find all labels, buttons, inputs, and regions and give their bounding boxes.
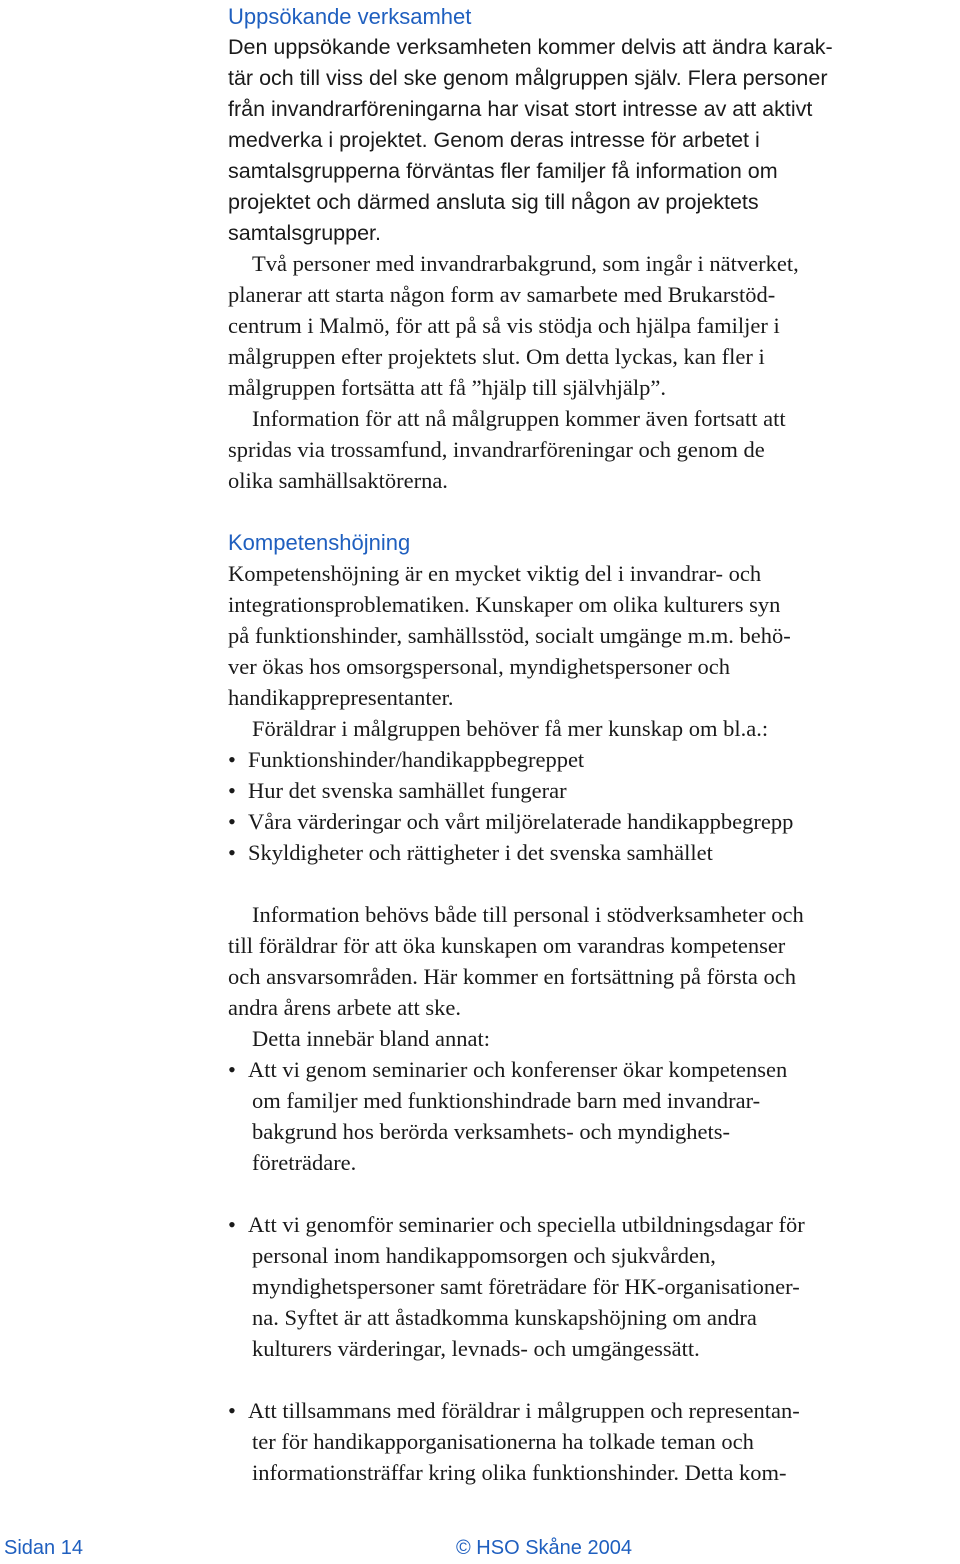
list-item-line: Att vi genom seminarier och konferenser ökar kompetensen <box>248 1057 788 1082</box>
paragraph-line: andra årens arbete att ske. <box>228 995 461 1020</box>
paragraph-line: spridas via trossamfund, invandrarföreningar och genom de <box>228 437 765 462</box>
bullet-marker: • <box>228 1057 236 1082</box>
paragraph-line: Föräldrar i målgruppen behöver få mer kunskap om bl.a.: <box>252 716 769 741</box>
list-item: Hur det svenska samhället fungerar <box>248 778 567 803</box>
paragraph-line: Kompetenshöjning är en mycket viktig del i invandrar- och <box>228 561 762 586</box>
section-heading-uppsokande: Uppsökande verksamhet <box>228 4 472 29</box>
page-number: Sidan 14 <box>4 1537 83 1559</box>
paragraph-line: målgruppen efter projektets slut. Om detta lyckas, kan fler i <box>228 344 765 369</box>
bullet-marker: • <box>228 1398 236 1423</box>
list-item-line: bakgrund hos berörda verksamhets- och myndighets- <box>252 1119 731 1144</box>
list-item: Våra värderingar och vårt miljörelaterade handikappbegrepp <box>248 809 794 834</box>
list-item-line: Att vi genomför seminarier och speciella utbildningsdagar för <box>248 1212 805 1237</box>
bullet-marker: • <box>228 778 236 803</box>
paragraph-line: Information för att nå målgruppen kommer även fortsatt att <box>252 406 786 431</box>
list-item: Skyldigheter och rättigheter i det svenska samhället <box>248 840 713 865</box>
list-item-line: företrädare. <box>252 1150 357 1175</box>
bullet-marker: • <box>228 747 236 772</box>
paragraph-line: Detta innebär bland annat: <box>252 1026 491 1051</box>
paragraph-line: samtalsgrupperna förväntas fler familjer få information om <box>228 159 778 183</box>
paragraph-line: centrum i Malmö, för att på så vis stödja och hjälpa familjer i <box>228 313 780 338</box>
list-item-line: om familjer med funktionshindrade barn med invandrar- <box>252 1088 761 1113</box>
paragraph-line: projektet och därmed ansluta sig till någon av projektets <box>228 190 759 214</box>
bullet-marker: • <box>228 840 236 865</box>
paragraph-line: målgruppen fortsätta att få ”hjälp till självhjälp”. <box>228 375 666 400</box>
paragraph-line: planerar att starta någon form av samarbete med Brukarstöd- <box>228 282 776 307</box>
paragraph-line: samtalsgrupper. <box>228 221 381 245</box>
paragraph-line: på funktionshinder, samhällsstöd, socialt umgänge m.m. behö- <box>228 623 791 648</box>
paragraph-line: ver ökas hos omsorgspersonal, myndighetspersoner och <box>228 654 730 679</box>
list-item-line: myndighetspersoner samt företrädare för HK-organisationer- <box>252 1274 800 1299</box>
paragraph-line: handikapprepresentanter. <box>228 685 454 710</box>
paragraph-line: till föräldrar för att öka kunskapen om varandras kompetenser <box>228 933 786 958</box>
paragraph-line: integrationsproblematiken. Kunskaper om olika kulturers syn <box>228 592 781 617</box>
paragraph-line: från invandrarföreningarna har visat stort intresse av att aktivt <box>228 97 813 121</box>
paragraph-line: medverka i projektet. Genom deras intresse för arbetet i <box>228 128 760 152</box>
section-heading-kompetenshojning: Kompetenshöjning <box>228 530 411 555</box>
copyright-notice: © HSO Skåne 2004 <box>456 1537 632 1559</box>
list-item: Funktionshinder/handikappbegreppet <box>248 747 585 772</box>
bullet-marker: • <box>228 1212 236 1237</box>
list-item-line: ter för handikapporganisationerna ha tolkade teman och <box>252 1429 754 1454</box>
list-item-line: informationsträffar kring olika funktionshinder. Detta kom- <box>252 1460 787 1485</box>
paragraph-line: olika samhällsaktörerna. <box>228 468 448 493</box>
list-item-line: na. Syftet är att åstadkomma kunskapshöjning om andra <box>252 1305 757 1330</box>
list-item-line: kulturers värderingar, levnads- och umgängessätt. <box>252 1336 700 1361</box>
paragraph-line: tär och till viss del ske genom målgruppen själv. Flera personer <box>228 66 828 90</box>
paragraph-line: Två personer med invandrarbakgrund, som ingår i nätverket, <box>252 251 799 276</box>
list-item-line: personal inom handikappomsorgen och sjukvården, <box>252 1243 716 1268</box>
paragraph-line: och ansvarsområden. Här kommer en fortsättning på första och <box>228 964 796 989</box>
bullet-marker: • <box>228 809 236 834</box>
list-item-line: Att tillsammans med föräldrar i målgruppen och representan- <box>248 1398 800 1423</box>
paragraph-line: Information behövs både till personal i stödverksamheter och <box>252 902 804 927</box>
paragraph-line: Den uppsökande verksamheten kommer delvis att ändra karak- <box>228 35 833 59</box>
